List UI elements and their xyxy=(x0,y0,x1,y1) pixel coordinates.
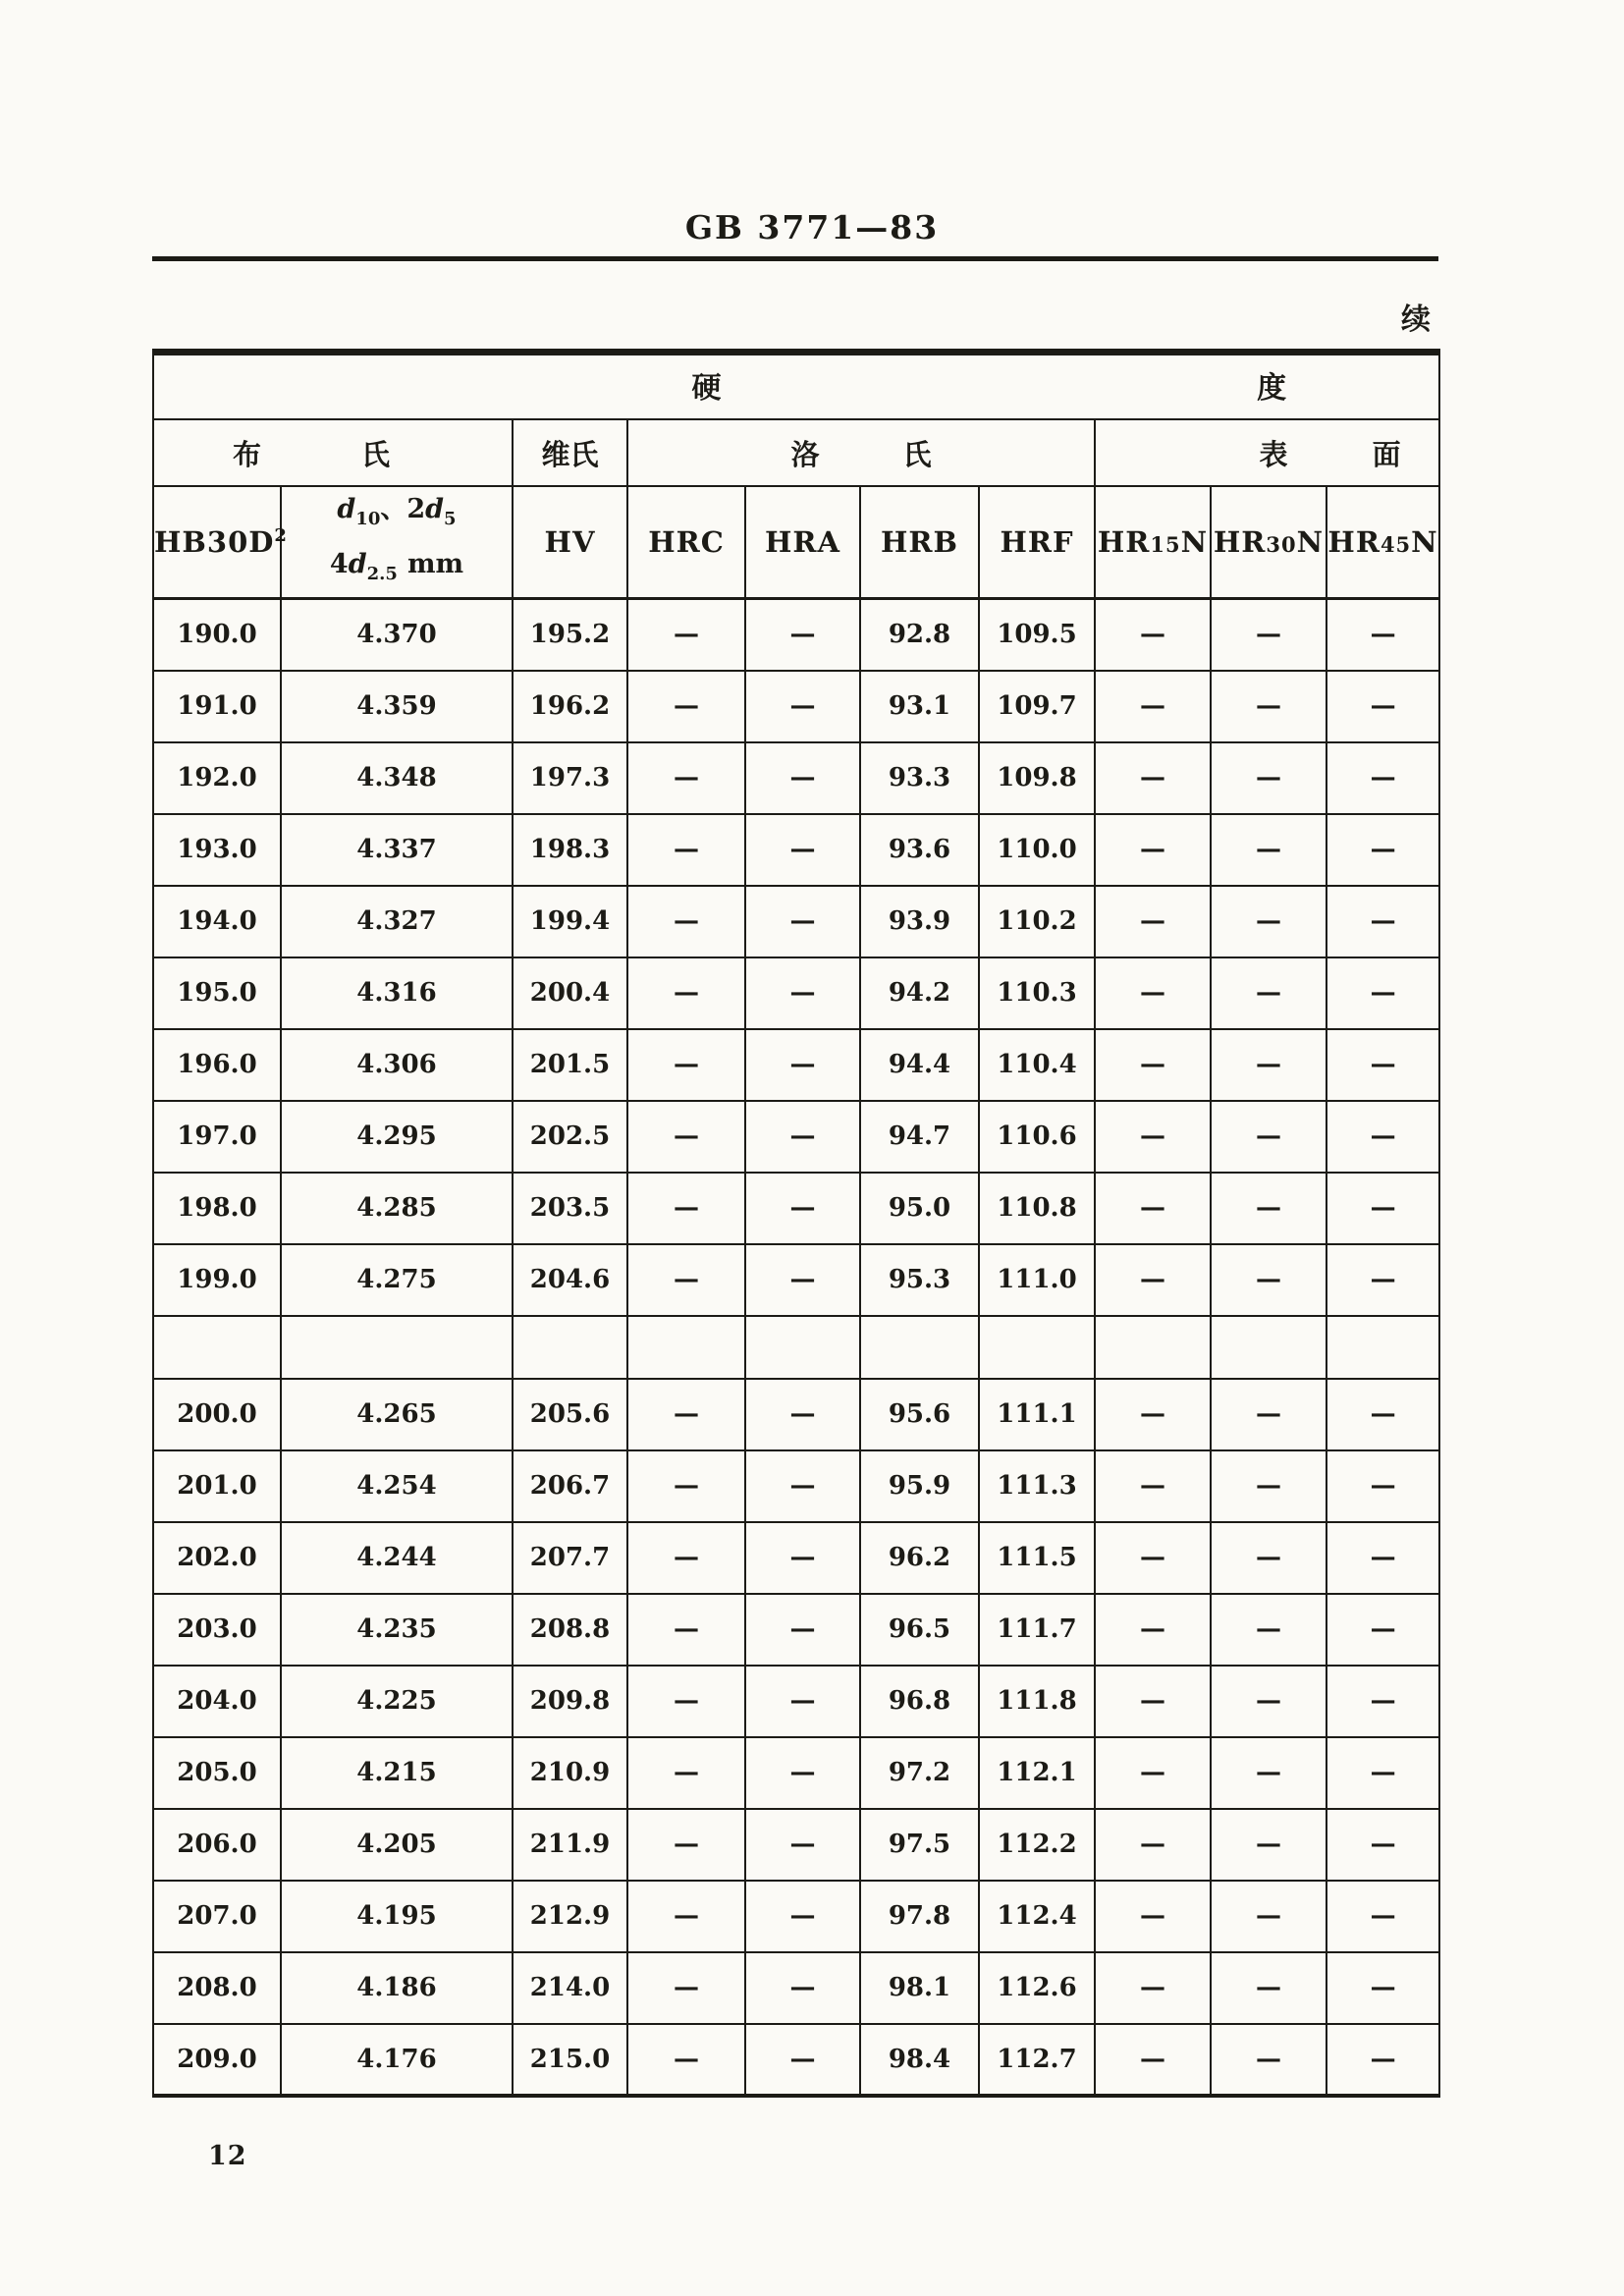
d-header-line2 xyxy=(282,542,512,597)
cell: 96.8 xyxy=(860,1666,979,1737)
col-header-hrb: HRB xyxy=(860,486,979,599)
cell: 4.337 xyxy=(281,814,513,886)
cell: — xyxy=(627,1101,745,1173)
cell: — xyxy=(1211,1029,1326,1101)
cell: — xyxy=(1326,1666,1439,1737)
cell: 110.4 xyxy=(979,1029,1095,1101)
cell: — xyxy=(745,1737,860,1809)
cell: 4.225 xyxy=(281,1666,513,1737)
cell xyxy=(1211,1316,1326,1379)
table-row xyxy=(153,1809,1439,1881)
cell: 111.5 xyxy=(979,1522,1095,1594)
cell: — xyxy=(1326,1379,1439,1450)
cell: 200.4 xyxy=(513,957,627,1029)
cell: — xyxy=(1211,742,1326,814)
continued-label: 续 xyxy=(1401,302,1431,337)
cell: 208.8 xyxy=(513,1594,627,1666)
hr30n-pre: HR xyxy=(1213,525,1267,559)
scale-group-row xyxy=(153,419,1439,486)
cell: — xyxy=(1211,671,1326,742)
cell: — xyxy=(1095,1952,1211,2024)
hb-base: HB30D xyxy=(154,525,275,559)
cell: 207.7 xyxy=(513,1522,627,1594)
cell: 205.0 xyxy=(153,1737,281,1809)
cell: — xyxy=(627,742,745,814)
cell: 4.327 xyxy=(281,886,513,957)
d-sub2: 5 xyxy=(444,509,457,529)
cell: — xyxy=(1095,814,1211,886)
cell: 109.8 xyxy=(979,742,1095,814)
cell: — xyxy=(1326,1594,1439,1666)
cell: — xyxy=(1211,1379,1326,1450)
cell: 4.186 xyxy=(281,1952,513,2024)
cell: — xyxy=(627,814,745,886)
cell: — xyxy=(1326,1173,1439,1244)
hr30n-post: N xyxy=(1296,525,1325,559)
cell: — xyxy=(745,1101,860,1173)
cell: 94.4 xyxy=(860,1029,979,1101)
hardness-span-cell xyxy=(153,353,1439,420)
cell: 4.275 xyxy=(281,1244,513,1316)
cell: — xyxy=(1095,1666,1211,1737)
cell: 112.1 xyxy=(979,1737,1095,1809)
cell: 195.2 xyxy=(513,599,627,671)
cell: — xyxy=(1326,1737,1439,1809)
cell: 110.2 xyxy=(979,886,1095,957)
group-surface-char1: 表 xyxy=(1259,437,1288,471)
cell: — xyxy=(1326,742,1439,814)
cell: 94.7 xyxy=(860,1101,979,1173)
cell: 98.1 xyxy=(860,1952,979,2024)
cell: 97.5 xyxy=(860,1809,979,1881)
cell: 4.285 xyxy=(281,1173,513,1244)
cell: 4.359 xyxy=(281,671,513,742)
cell: — xyxy=(1095,1029,1211,1101)
cell: — xyxy=(745,742,860,814)
cell: — xyxy=(745,814,860,886)
cell: — xyxy=(627,1952,745,2024)
table-row xyxy=(153,1594,1439,1666)
cell: 209.8 xyxy=(513,1666,627,1737)
cell: 112.7 xyxy=(979,2024,1095,2096)
cell: 95.3 xyxy=(860,1244,979,1316)
cell: 209.0 xyxy=(153,2024,281,2096)
table-row xyxy=(153,2024,1439,2096)
cell: 4.254 xyxy=(281,1450,513,1522)
cell: 95.9 xyxy=(860,1450,979,1522)
cell: — xyxy=(1211,1101,1326,1173)
cell: 110.8 xyxy=(979,1173,1095,1244)
cell: — xyxy=(1095,1737,1211,1809)
cell: — xyxy=(627,1173,745,1244)
cell: 4.205 xyxy=(281,1809,513,1881)
cell: 205.6 xyxy=(513,1379,627,1450)
cell: 110.6 xyxy=(979,1101,1095,1173)
cell: — xyxy=(1211,886,1326,957)
group-rockwell xyxy=(627,419,1095,486)
cell: 4.295 xyxy=(281,1101,513,1173)
cell: — xyxy=(745,671,860,742)
table-row xyxy=(153,1101,1439,1173)
cell: — xyxy=(627,1244,745,1316)
table-row xyxy=(153,1952,1439,2024)
cell: — xyxy=(1326,1952,1439,2024)
hardness-char-left: 硬 xyxy=(691,371,722,407)
cell: 4.235 xyxy=(281,1594,513,1666)
cell: 210.9 xyxy=(513,1737,627,1809)
cell: — xyxy=(745,1522,860,1594)
cell: 96.5 xyxy=(860,1594,979,1666)
span-header-row xyxy=(153,353,1439,420)
cell: 194.0 xyxy=(153,886,281,957)
standard-number-title: GB 3771—83 xyxy=(684,208,940,246)
cell: — xyxy=(627,957,745,1029)
column-header-row xyxy=(153,486,1439,599)
cell: 93.1 xyxy=(860,671,979,742)
cell: — xyxy=(1095,2024,1211,2096)
cell: 203.5 xyxy=(513,1173,627,1244)
cell: — xyxy=(1326,599,1439,671)
cell: 4.176 xyxy=(281,2024,513,2096)
cell: 4.348 xyxy=(281,742,513,814)
cell: — xyxy=(1211,599,1326,671)
cell: — xyxy=(745,1379,860,1450)
cell: — xyxy=(1095,1881,1211,1952)
d-unit-mm: mm xyxy=(406,549,464,579)
cell: 4.265 xyxy=(281,1379,513,1450)
cell: 201.0 xyxy=(153,1450,281,1522)
cell: 203.0 xyxy=(153,1594,281,1666)
group-rockwell-char1: 洛 xyxy=(790,437,820,471)
cell: — xyxy=(1326,814,1439,886)
cell: — xyxy=(627,886,745,957)
cell: 190.0 xyxy=(153,599,281,671)
cell: — xyxy=(1326,1522,1439,1594)
group-surface xyxy=(1095,419,1439,486)
cell: — xyxy=(627,1379,745,1450)
cell: 202.5 xyxy=(513,1101,627,1173)
cell: 197.3 xyxy=(513,742,627,814)
cell: 204.6 xyxy=(513,1244,627,1316)
cell: 4.215 xyxy=(281,1737,513,1809)
cell: 206.7 xyxy=(513,1450,627,1522)
cell xyxy=(1095,1316,1211,1379)
cell: — xyxy=(745,1450,860,1522)
cell: 201.5 xyxy=(513,1029,627,1101)
cell: — xyxy=(745,1594,860,1666)
table-header xyxy=(153,353,1439,599)
cell: 96.2 xyxy=(860,1522,979,1594)
cell: — xyxy=(627,599,745,671)
hr45n-post: N xyxy=(1411,525,1438,559)
table-row xyxy=(153,1522,1439,1594)
cell: 4.306 xyxy=(281,1029,513,1101)
table-row xyxy=(153,1173,1439,1244)
col-header-hv: HV xyxy=(513,486,627,599)
d-italic2: d xyxy=(425,494,445,524)
cell: — xyxy=(745,957,860,1029)
cell: 93.9 xyxy=(860,886,979,957)
group-brinell-char2: 氏 xyxy=(361,437,391,471)
cell xyxy=(627,1316,745,1379)
d-coef: 4 xyxy=(329,549,349,579)
col-header-hr45n xyxy=(1326,486,1439,599)
cell: — xyxy=(627,2024,745,2096)
cell: 212.9 xyxy=(513,1881,627,1952)
cell xyxy=(979,1316,1095,1379)
cell: 214.0 xyxy=(513,1952,627,2024)
cell: — xyxy=(1211,1809,1326,1881)
cell: — xyxy=(1095,1244,1211,1316)
cell: — xyxy=(627,1029,745,1101)
cell: — xyxy=(627,671,745,742)
cell: 192.0 xyxy=(153,742,281,814)
cell: — xyxy=(1095,671,1211,742)
cell: 206.0 xyxy=(153,1809,281,1881)
cell: — xyxy=(1095,886,1211,957)
hb-sup: 2 xyxy=(274,525,287,546)
hr15n-pre: HR xyxy=(1097,525,1151,559)
cell: 97.2 xyxy=(860,1737,979,1809)
cell: — xyxy=(1326,1101,1439,1173)
cell: — xyxy=(1211,1173,1326,1244)
cell: — xyxy=(1095,1809,1211,1881)
cell: — xyxy=(745,1809,860,1881)
cell: 199.4 xyxy=(513,886,627,957)
table-row xyxy=(153,1881,1439,1952)
d-italic3: d xyxy=(348,549,367,579)
cell xyxy=(281,1316,513,1379)
cell xyxy=(1326,1316,1439,1379)
cell: 202.0 xyxy=(153,1522,281,1594)
cell: 198.0 xyxy=(153,1173,281,1244)
cell: — xyxy=(1211,1737,1326,1809)
cell: — xyxy=(1211,2024,1326,2096)
cell: — xyxy=(1211,957,1326,1029)
table-row xyxy=(153,599,1439,671)
table-row xyxy=(153,1029,1439,1101)
group-brinell xyxy=(153,419,513,486)
cell: — xyxy=(745,1666,860,1737)
cell: 98.4 xyxy=(860,2024,979,2096)
cell: — xyxy=(1326,1809,1439,1881)
hr45n-pre: HR xyxy=(1327,525,1380,559)
hardness-conversion-table xyxy=(152,349,1440,2098)
cell: — xyxy=(627,1450,745,1522)
cell: — xyxy=(1211,1450,1326,1522)
cell: 207.0 xyxy=(153,1881,281,1952)
hr15n-post: N xyxy=(1180,525,1209,559)
col-header-hr30n xyxy=(1211,486,1326,599)
table-row xyxy=(153,1244,1439,1316)
cell: — xyxy=(745,1881,860,1952)
cell: — xyxy=(1211,1666,1326,1737)
page-number: 12 xyxy=(208,2141,247,2171)
cell: 111.3 xyxy=(979,1450,1095,1522)
cell: 93.3 xyxy=(860,742,979,814)
cell: 112.6 xyxy=(979,1952,1095,2024)
cell xyxy=(745,1316,860,1379)
col-header-hra: HRA xyxy=(745,486,860,599)
cell: — xyxy=(1095,1379,1211,1450)
cell: — xyxy=(1326,1029,1439,1101)
table-body xyxy=(153,599,1439,2096)
table-row xyxy=(153,1666,1439,1737)
cell: 111.0 xyxy=(979,1244,1095,1316)
cell: — xyxy=(1095,1594,1211,1666)
cell: — xyxy=(745,886,860,957)
hr45n-num: 45 xyxy=(1380,532,1412,557)
cell: — xyxy=(1095,1522,1211,1594)
cell: — xyxy=(1095,742,1211,814)
cell: 197.0 xyxy=(153,1101,281,1173)
col-header-hrf: HRF xyxy=(979,486,1095,599)
cell: 200.0 xyxy=(153,1379,281,1450)
hr15n-num: 15 xyxy=(1150,532,1181,557)
cell: 109.7 xyxy=(979,671,1095,742)
cell: — xyxy=(745,2024,860,2096)
cell: — xyxy=(1211,1952,1326,2024)
cell: — xyxy=(1095,599,1211,671)
d-italic1: d xyxy=(337,494,356,524)
group-vickers: 维氏 xyxy=(513,419,627,486)
cell: 4.195 xyxy=(281,1881,513,1952)
hr30n-num: 30 xyxy=(1266,532,1297,557)
cell: 193.0 xyxy=(153,814,281,886)
cell xyxy=(153,1316,281,1379)
cell: 111.8 xyxy=(979,1666,1095,1737)
table-row xyxy=(153,886,1439,957)
group-surface-char2: 面 xyxy=(1372,437,1401,471)
cell: 196.2 xyxy=(513,671,627,742)
cell: 112.4 xyxy=(979,1881,1095,1952)
table-row xyxy=(153,814,1439,886)
cell: 111.1 xyxy=(979,1379,1095,1450)
cell: 97.8 xyxy=(860,1881,979,1952)
cell: — xyxy=(1211,1522,1326,1594)
cell: 95.6 xyxy=(860,1379,979,1450)
cell: — xyxy=(745,599,860,671)
cell: 95.0 xyxy=(860,1173,979,1244)
cell: 196.0 xyxy=(153,1029,281,1101)
col-header-indentation-diameter xyxy=(281,486,513,599)
table-row xyxy=(153,1379,1439,1450)
cell: 4.370 xyxy=(281,599,513,671)
cell: — xyxy=(627,1737,745,1809)
cell: 211.9 xyxy=(513,1809,627,1881)
group-brinell-char1: 布 xyxy=(232,437,261,471)
cell: — xyxy=(1211,814,1326,886)
cell: — xyxy=(1211,1881,1326,1952)
table-row xyxy=(153,957,1439,1029)
col-header-hrc: HRC xyxy=(627,486,745,599)
cell: — xyxy=(1326,1244,1439,1316)
cell: — xyxy=(1095,957,1211,1029)
cell: 94.2 xyxy=(860,957,979,1029)
col-header-hb30d2 xyxy=(153,486,287,599)
table-row xyxy=(153,671,1439,742)
cell: 191.0 xyxy=(153,671,281,742)
cell: — xyxy=(1095,1450,1211,1522)
cell: — xyxy=(745,1244,860,1316)
cell: 199.0 xyxy=(153,1244,281,1316)
cell: 110.3 xyxy=(979,957,1095,1029)
cell: 111.7 xyxy=(979,1594,1095,1666)
cell xyxy=(860,1316,979,1379)
cell: — xyxy=(627,1522,745,1594)
cell: 93.6 xyxy=(860,814,979,886)
cell: 4.244 xyxy=(281,1522,513,1594)
cell: — xyxy=(627,1809,745,1881)
cell xyxy=(513,1316,627,1379)
cell: — xyxy=(1326,2024,1439,2096)
cell: 204.0 xyxy=(153,1666,281,1737)
cell: — xyxy=(1326,886,1439,957)
cell: 110.0 xyxy=(979,814,1095,886)
cell: 92.8 xyxy=(860,599,979,671)
group-rockwell-char2: 氏 xyxy=(902,437,932,471)
cell: — xyxy=(1326,1881,1439,1952)
cell: 208.0 xyxy=(153,1952,281,2024)
cell: — xyxy=(1095,1173,1211,1244)
cell: — xyxy=(627,1881,745,1952)
title-rule xyxy=(152,256,1438,261)
cell: 198.3 xyxy=(513,814,627,886)
cell: — xyxy=(1211,1244,1326,1316)
cell: — xyxy=(1095,1101,1211,1173)
cell: — xyxy=(627,1594,745,1666)
spacer-row xyxy=(153,1316,1439,1379)
table-row xyxy=(153,742,1439,814)
cell: — xyxy=(745,1952,860,2024)
cell: — xyxy=(627,1666,745,1737)
cell: 109.5 xyxy=(979,599,1095,671)
cell: — xyxy=(745,1029,860,1101)
d-header-line1 xyxy=(282,487,512,542)
d-mid: 、2 xyxy=(380,494,426,524)
cell: 215.0 xyxy=(513,2024,627,2096)
table-row xyxy=(153,1737,1439,1809)
cell: 4.316 xyxy=(281,957,513,1029)
hardness-char-right: 度 xyxy=(1257,371,1287,407)
cell: — xyxy=(745,1173,860,1244)
cell: 112.2 xyxy=(979,1809,1095,1881)
col-header-hr15n xyxy=(1095,486,1211,599)
cell: — xyxy=(1326,957,1439,1029)
cell: — xyxy=(1211,1594,1326,1666)
cell: — xyxy=(1326,671,1439,742)
d-sub3: 2.5 xyxy=(366,564,398,584)
d-sub1: 10 xyxy=(355,509,381,529)
table-row xyxy=(153,1450,1439,1522)
cell: — xyxy=(1326,1450,1439,1522)
cell: 195.0 xyxy=(153,957,281,1029)
